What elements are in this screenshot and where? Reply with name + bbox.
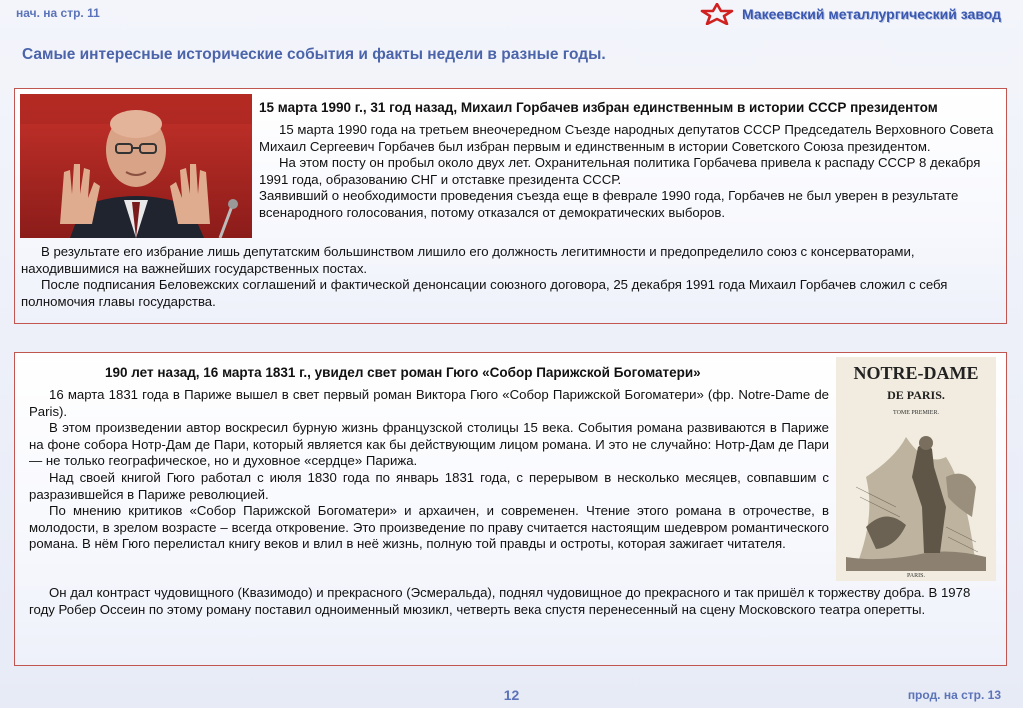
paragraph: 16 марта 1831 года в Париже вышел в свет первый роман Виктора Гюго «Собор Парижской Богоматери» (фр. Notre-Dame de Paris). xyxy=(29,387,829,419)
article-title: 15 марта 1990 г., 31 год назад, Михаил Горбачев избран единственным в истории СССР президентом xyxy=(259,100,938,115)
cover-title: NOTRE-DAME xyxy=(853,363,979,383)
paragraph: По мнению критиков «Собор Парижской Богоматери» и архаичен, и современен. Чтение этого романа в отрочестве, в молодости, в зрелом возрасте – всегда откровение. Это произведение по праву считается настоящим шедевром романтического романа. В нём Гюго перелистал книгу веков и влил в неё жизнь, полную той правды и остроты, которая зажигает читателя. xyxy=(29,503,829,552)
cover-subtitle: DE PARIS. xyxy=(887,388,945,402)
paragraph: В результате его избрание лишь депутатским большинством лишило его должность легитимности и предопределило союз с консерваторами, находившимися на важнейших государственных постах. xyxy=(21,244,915,276)
paragraph: В этом произведении автор воскресил бурную жизнь французской столицы 15 века. События романа развиваются в Париже на фоне собора Нотр-Дам де Пари, который является как бы действующим лицом романа. И это не случайно: Нотр-Дам де Пари — не только географическое, но и духовное «сердце» Парижа. xyxy=(29,420,829,469)
article-text-full xyxy=(29,585,997,618)
book-cover-illustration xyxy=(836,357,996,581)
paragraph: Он дал контраст чудовищного (Квазимодо) и прекрасного (Эсмеральда), поднял чудовищное до прекрасного и так пришёл к торжеству добра. В 1978 году Робер Оссеин по этому роману поставил одноименный мюзикл, четверть века спустя перенесенный на сцену Московского театра оперетты. xyxy=(29,585,971,617)
company-logo xyxy=(700,3,1001,25)
article-text-wrapped xyxy=(259,122,999,222)
paragraph: На этом посту он пробыл около двух лет. Охранительная политика Горбачева привела к распаду СССР 8 декабря 1991 года, образованию СНГ и отставке президента СССР. xyxy=(259,155,981,187)
star-logo-icon xyxy=(700,3,734,25)
paragraph: После подписания Беловежских соглашений и фактической денонсации союзного договора, 25 декабря 1991 года Михаил Горбачев сложил с себя полномочия главы государства. xyxy=(21,277,948,309)
article-gorbachev xyxy=(14,88,1007,324)
article-notre-dame xyxy=(14,352,1007,666)
paragraph: Над своей книгой Гюго работал с июля 1830 года по январь 1831 года, с перерывом в несколько месяцев, совпавшим с разразившейся в Париже революцией. xyxy=(29,469,829,502)
cover-footer: PARIS. xyxy=(907,573,925,579)
cover-volume: TOME PREMIER. xyxy=(893,410,939,416)
paragraph: Заявивший о необходимости проведения съезда еще в феврале 1990 года, Горбачев не был уверен в результате всенародного голосования, потому отказался от демократических выборов. xyxy=(259,188,959,220)
prev-page-link[interactable]: нач. на стр. 11 xyxy=(16,6,100,20)
article-text-full xyxy=(21,244,999,310)
article-text-wrapped xyxy=(29,387,829,553)
company-name: Макеевский металлургический завод xyxy=(741,6,1001,22)
gorbachev-photo xyxy=(20,94,252,238)
page-number: 12 xyxy=(503,687,520,703)
paragraph: 15 марта 1990 года на третьем внеочередном Съезде народных депутатов СССР Председатель Верховного Совета Михаил Сергеевич Горбачев был избран первым и единственным в истории Советского Союза президентом. xyxy=(259,122,994,154)
section-title: Самые интересные исторические события и факты недели в разные годы. xyxy=(22,46,606,63)
article-title: 190 лет назад, 16 марта 1831 г., увидел свет роман Гюго «Собор Парижской Богоматери» xyxy=(105,365,701,380)
next-page-link[interactable]: прод. на стр. 13 xyxy=(907,688,1001,702)
